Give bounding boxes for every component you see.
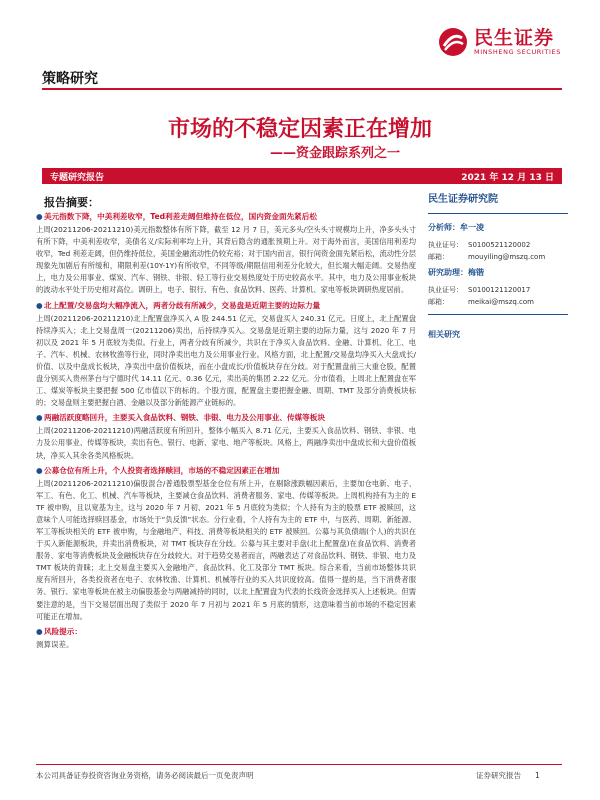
institute-name: 民生证券研究院	[428, 194, 498, 205]
assistant-license: S0100121120017	[468, 286, 531, 294]
assistant-license-row: 执业证号： S0100121120017	[428, 286, 531, 294]
footer-label: 证券研究报告	[476, 771, 521, 780]
section-paragraph: 上周(20211206-20211210)美元指数整体有所下降，截至 12 月 7 日，美元多头/空头头寸规模均上升，净多头头寸有所下降，中美利差收窄，美债名义/实际利率均上升，其背后隐含的通胀预期上升。对于海外而言，美国信用利差均收窄，Ted 利差走阔，但仍维持低位，美国金融流动性仍较充裕；对于国内而言，银行间资金面先紧后松，流动性分层现象先加剧后有所缓和，期限利差(10Y-1Y)有所收窄，不同等级/期限信用利差分化较大，但长端大幅走阔。交易热度上，电力及公用事业、煤炭、汽车、钢铁、非银、轻工等行业交易热度处于历史较高水平。其中，电力及公用事业板块的波动水平处于历史相对高位。调研上，电子、银行、有色、食品饮料、医药、计算机、家电等板块调研热度居前。	[36, 225, 416, 295]
section-paragraph: 上周(20211206-20211210)两融活跃度有所回升，整体小幅买入 8.71 亿元，主要买入食品饮料、钢铁、非银、电力及公用事业、传媒等板块，卖出有色、银行、电新、家电、地产等板块。风格上，两融净卖出中盘成长和大盘价值板块，净买入其余各类风格板块。	[36, 426, 416, 460]
report-date: 2021 年 12 月 13 日	[461, 172, 554, 183]
analyst-license: S0100521120002	[468, 241, 531, 249]
risk-heading: ● 风险提示：	[36, 626, 82, 636]
company-logo	[438, 22, 598, 62]
page-number: 1	[535, 771, 540, 780]
minsheng-logo-icon	[438, 27, 468, 57]
report-type: 专题研究报告	[50, 172, 105, 183]
related-research-heading: 相关研究	[428, 330, 460, 339]
section-paragraph: 上周(20211206-20211210)偏股混合/普通股票型基金仓位有所上升，在剔除涨跌幅因素后，主要加仓电新、电子、军工、有色、化工、机械、汽车等板块，主要减仓食品饮料、消费者服务、家电、传媒等板块。上周机构持有为主的 ETF 被申购，且以宽基为主，这与 2020 年 7 月初、2021 年 5 月底较为类似；个人持有为主的股票 ETF 被赎回，这意味个人可能选择赎回基金，市场处于“负反馈”状态。分行业看，个人持有为主的 ETF 中，与医药、周期、新能源、军工等板块相关的 ETF 被申购，与金融地产、科技、消费等板块相关的 ETF 被赎回。公募与其负债端(个人)的共识在于买入新能源板块，并卖出消费板块，对 TMT 板块存在分歧。公募与其主要对手盘(北上配置盘)在食品饮料、消费者服务、家电等消费板块及金融板块存在分歧较大。对于趋势交易者而言，两融表达了对食品饮料、钢铁、非银、电力及 TMT 板块的青睐；北上交易盘主要买入金融地产、食品饮料、化工及部分 TMT 板块。综合来看，当前市场整体共识度有所回升，各类投资者在电子、农林牧渔、计算机、机械等行业的买入共识度较高。值得一提的是，当下消费者服务、银行、家电等板块在被主动偏股基金与两融减持的同时，以北上配置盘为代表的长线资金选择买入上述板块。但需要注意的是，当下交易层面出现了类似于 2020 年 7 月初与 2021 年 5 月底的情形，这意味着当前市场的不稳定因素可能正在增加。	[36, 478, 416, 621]
bullet-icon: ●	[36, 413, 43, 423]
sidebar-divider	[428, 213, 568, 214]
section-heading: ● 两融活跃度略回升，主要买入食品饮料、钢铁、非银、电力及公用事业、传媒等板块	[36, 413, 325, 423]
analyst-email-row: 邮箱： mouyiling@mszq.com	[428, 253, 546, 261]
report-body	[36, 208, 416, 756]
analyst-email: mouyiling@mszq.com	[468, 253, 546, 261]
assistant-name: 研究助理：梅锴	[428, 268, 484, 277]
assistant-email-row: 邮箱： meikai@mszq.com	[428, 298, 534, 306]
section-heading: ● 美元指数下降，中美利差收窄，Ted利差走阔但维持在低位，国内资金面先紧后松	[36, 212, 317, 221]
bullet-icon: ●	[36, 465, 43, 475]
footer-disclaimer: 本公司具备证券投资咨询业务资格，请务必阅读最后一页免责声明	[36, 771, 254, 780]
page-title: 市场的不稳定因素正在增加	[167, 117, 432, 142]
logo-name-en: MINSHENG SECURITIES	[474, 47, 561, 56]
sidebar-divider	[428, 314, 568, 315]
section-heading: ● 北上配置/交易盘均大幅净流入，两者分歧有所减少，交易盘是近期主要的边际力量	[36, 300, 321, 310]
summary-heading: 报告摘要：	[44, 196, 99, 209]
bullet-icon: ●	[36, 212, 43, 221]
analyst-name: 分析师：牟一凌	[428, 223, 484, 232]
section-paragraph: 上周(20211206-20211210)北上配置盘净买入 A 股 244.51 亿元，交易盘买入 240.31 亿元。日度上，北上配置盘持续净买入；北上交易盘周一(20211206)卖出，后持续净买入。交易盘是近期主要的边际力量，这与 2020 年 7 月初以及 2021 年 5 月底较为类似。行业上，两者分歧有所减少，共识在于净买入食品饮料、金融、计算机、化工、电子、汽车、机械、农林牧渔等行业，同时净卖出电力及公用事业行业。风格方面，北上配置/交易盘均净买入大盘成长/价值、以及中盘成长板块，净卖出中盘价值板块，而在小盘成长/价值板块存在分歧。对于配置盘前三大重仓股，配置盘分别买入贵州茅台与宁德时代 14.11 亿元、0.36 亿元，卖出美的集团 2.22 亿元。分市值看，上周北上配置盘在军工、煤炭等板块主要把握 500 亿市值以下的标的。个股方面，配置盘主要把握金融、周期、TMT 及部分消费板块标的；交易盘则主要把握白酒、金融以及部分新能源产业链标的。	[36, 313, 416, 408]
page-subtitle: ——资金跟踪系列之一	[269, 146, 400, 161]
section-heading: ● 公募仓位有所上升，个人投资者选择赎回，市场的不稳定因素正在增加	[36, 465, 280, 475]
sidebar	[428, 190, 568, 340]
logo-name-cn: 民生证券	[474, 26, 555, 49]
footer-divider	[36, 764, 562, 765]
footer-right	[476, 770, 540, 781]
bullet-icon: ●	[36, 626, 43, 636]
analyst-license-row: 执业证号： S0100521120002	[428, 241, 531, 249]
risk-paragraph: 测算误差。	[36, 639, 74, 649]
bullet-icon: ●	[36, 300, 43, 310]
report-meta-bar	[42, 168, 562, 184]
header-divider	[42, 88, 562, 90]
report-category: 策略研究	[42, 71, 98, 87]
assistant-email: meikai@mszq.com	[468, 298, 534, 306]
